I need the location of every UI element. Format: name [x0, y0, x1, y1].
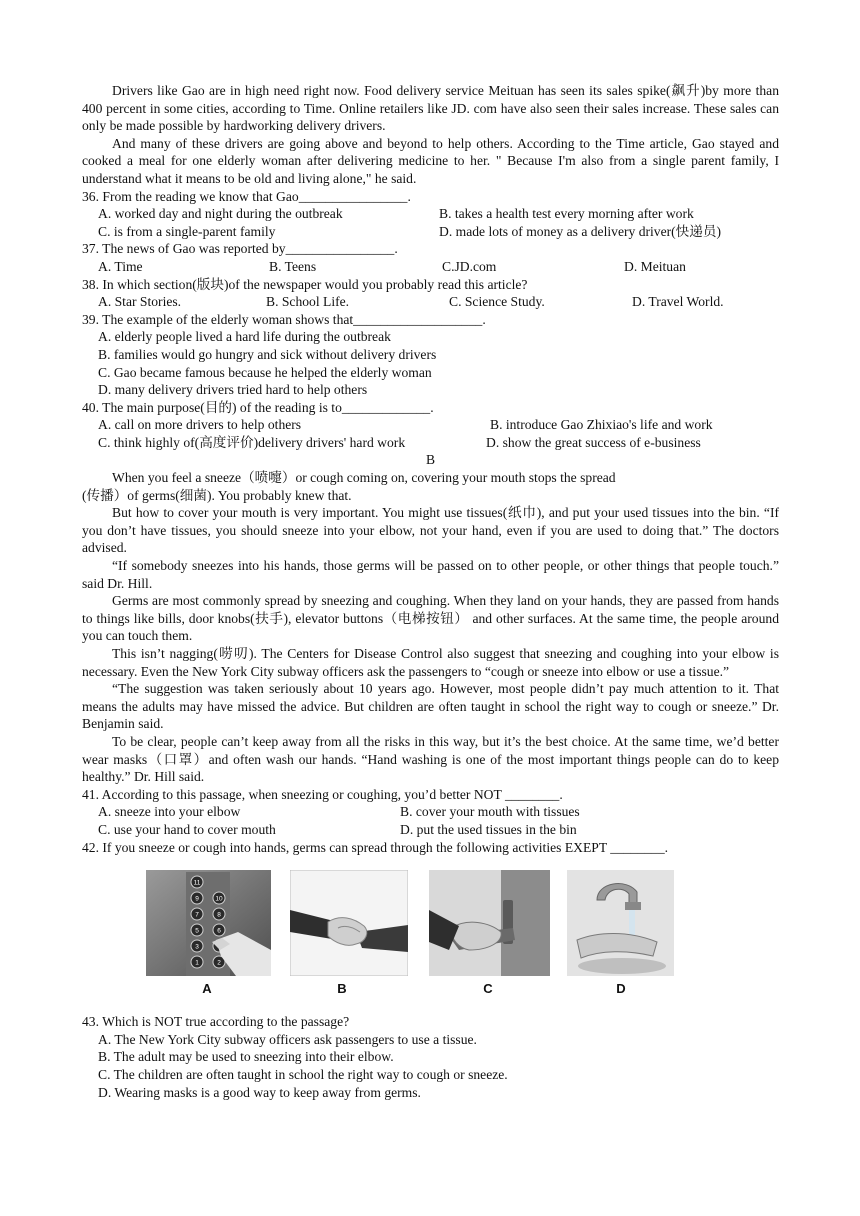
option-37-a: A. Time: [98, 258, 143, 274]
question-38-options: [82, 293, 779, 311]
elevator-button-number: 10: [215, 895, 223, 903]
passage-b-paragraph-4: Germs are most commonly spread by sneezing and coughing. When they land on your hands, they are passed from hands to things like bills, door knobs(扶手), elevator buttons（电梯按钮） and other surfaces. At the same time, the people around you can touch them.: [82, 593, 779, 644]
figure-label-a: A: [202, 981, 212, 997]
figure-elevator-buttons: [146, 870, 271, 976]
question-43-stem: 43. Which is NOT true according to the passage?: [82, 1014, 350, 1030]
question-36-stem: 36. From the reading we know that Gao________________.: [82, 188, 411, 204]
question-39-stem: 39. The example of the elderly woman shows that___________________.: [82, 311, 486, 327]
option-39-d: D. many delivery drivers tried hard to help others: [98, 382, 368, 398]
question-40-stem: 40. The main purpose(目的) of the reading is to_____________.: [82, 399, 434, 415]
question-41-stem: 41. According to this passage, when sneezing or coughing, you’d better NOT ________.: [82, 786, 563, 802]
option-41-b: B. cover your mouth with tissues: [400, 804, 580, 820]
option-39-a: A. elderly people lived a hard life during the outbreak: [98, 329, 391, 345]
option-43-b: B. The adult may be used to sneezing into their elbow.: [98, 1049, 394, 1065]
option-38-d: D. Travel World.: [632, 294, 724, 310]
option-43-a: A. The New York City subway officers ask passengers to use a tissue.: [98, 1031, 477, 1047]
passage-a-paragraph-2: And many of these drivers are going above and beyond to help others. According to the Time article, Gao stayed and cooked a meal for one elderly woman after delivering medicine to her. " Because I'm also from a single parent family, I understand what it means to be old and living alone," he said.: [82, 135, 779, 186]
document-page: [82, 82, 779, 1101]
question-39-options: [82, 328, 779, 398]
passage-b-paragraph-7: To be clear, people can’t keep away from all the risks in this way, but it’s the best choice. At the same time, we’d better wear masks（口罩）and often wash our hands. “Hand washing is one of the most important things people can do to keep healthy.” Dr. Hill said.: [82, 733, 779, 785]
question-37-stem: 37. The news of Gao was reported by________________.: [82, 241, 398, 257]
option-43-d: D. Wearing masks is a good way to keep away from germs.: [98, 1084, 421, 1100]
question-40-options: [82, 416, 779, 451]
option-43-c: C. The children are often taught in school the right way to cough or sneeze.: [98, 1066, 508, 1082]
option-38-a: A. Star Stories.: [98, 294, 182, 310]
option-39-b: B. families would go hungry and sick without delivery drivers: [98, 346, 437, 362]
question-43-options: [82, 1031, 779, 1101]
question-42-stem: 42. If you sneeze or cough into hands, germs can spread through the following activities EXEPT ________.: [82, 839, 669, 855]
elevator-button-number: 1: [195, 959, 199, 967]
section-b-label: B: [425, 452, 436, 468]
passage-b-paragraph-1-line-1: When you feel a sneeze（喷嚏）or cough coming on, covering your mouth stops the spread: [112, 470, 616, 486]
figure-hand-washing: [567, 870, 674, 976]
figure-handshake: [290, 870, 408, 976]
passage-b-paragraph-1-line-2: (传播）of germs(细菌). You probably knew that.: [82, 487, 352, 503]
elevator-button-number: 2: [217, 959, 221, 967]
option-36-c: C. is from a single-parent family: [98, 223, 276, 239]
figure-door-handle: [429, 870, 550, 976]
question-38-stem: 38. In which section(版块)of the newspaper would you probably read this article?: [82, 276, 528, 292]
elevator-button-number: 9: [195, 895, 199, 903]
question-37-options: [82, 258, 779, 276]
elevator-button-number: 5: [195, 927, 199, 935]
passage-a-paragraph-1: Drivers like Gao are in high need right now. Food delivery service Meituan has seen its sales spike(飙升)by more than 400 percent in some cities, according to Time. Online retailers like JD. com have also seen their sales increase. These sales can only be made possible by hardworking delivery drivers.: [82, 83, 779, 134]
passage-b-paragraph-5: This isn’t nagging(唠叨). The Centers for Disease Control also suggest that sneezing and coughing into your elbow is necessary. Even the New York City subway officers ask the passengers to “cough or sneeze into elbow or use a tissue.”: [82, 646, 779, 679]
option-36-b: B. takes a health test every morning after work: [439, 206, 694, 222]
question-36-options: [82, 205, 779, 240]
option-36-a: A. worked day and night during the outbreak: [98, 206, 343, 222]
option-38-c: C. Science Study.: [449, 294, 545, 310]
figure-label-c: C: [483, 981, 493, 997]
question-42-figures: [82, 870, 779, 1005]
option-41-a: A. sneeze into your elbow: [98, 804, 241, 820]
option-40-a: A. call on more drivers to help others: [98, 417, 302, 433]
option-37-b: B. Teens: [269, 258, 317, 274]
option-39-c: C. Gao became famous because he helped the elderly woman: [98, 364, 432, 380]
elevator-button-number: 11: [193, 879, 201, 887]
option-41-c: C. use your hand to cover mouth: [98, 821, 276, 837]
option-36-d: D. made lots of money as a delivery driver(快递员): [439, 223, 721, 239]
figure-label-b: B: [337, 981, 347, 997]
passage-b-paragraph-6: “The suggestion was taken seriously about 10 years ago. However, most people didn’t pay much attention to it. That means the adults may have missed the advice. But children are often taught in school the right way to cough or sneeze.” Dr. Benjamin said.: [82, 681, 779, 732]
elevator-button-number: 3: [195, 943, 199, 951]
option-40-c: C. think highly of(高度评价)delivery drivers' hard work: [98, 434, 406, 450]
elevator-button-number: 6: [217, 927, 221, 935]
option-40-b: B. introduce Gao Zhixiao's life and work: [490, 417, 713, 433]
option-37-c: C.JD.com: [442, 258, 497, 274]
passage-b-paragraph-3: “If somebody sneezes into his hands, those germs will be passed on to other people, or other things that people touch.” said Dr. Hill.: [82, 558, 779, 591]
figure-label-d: D: [616, 981, 626, 997]
question-41-options: [82, 803, 779, 838]
option-41-d: D. put the used tissues in the bin: [400, 821, 577, 837]
passage-b-paragraph-2: But how to cover your mouth is very important. You might use tissues(纸巾), and put your used tissues into the bin. “If you don’t have tissues, you should sneeze into your elbow, not your hand, even if you are used to doing that.” The doctors advised.: [82, 505, 779, 556]
option-40-d: D. show the great success of e-business: [486, 434, 701, 450]
option-38-b: B. School Life.: [266, 294, 350, 310]
option-37-d: D. Meituan: [624, 258, 686, 274]
elevator-button-number: 7: [195, 911, 199, 919]
elevator-button-number: 8: [217, 911, 221, 919]
